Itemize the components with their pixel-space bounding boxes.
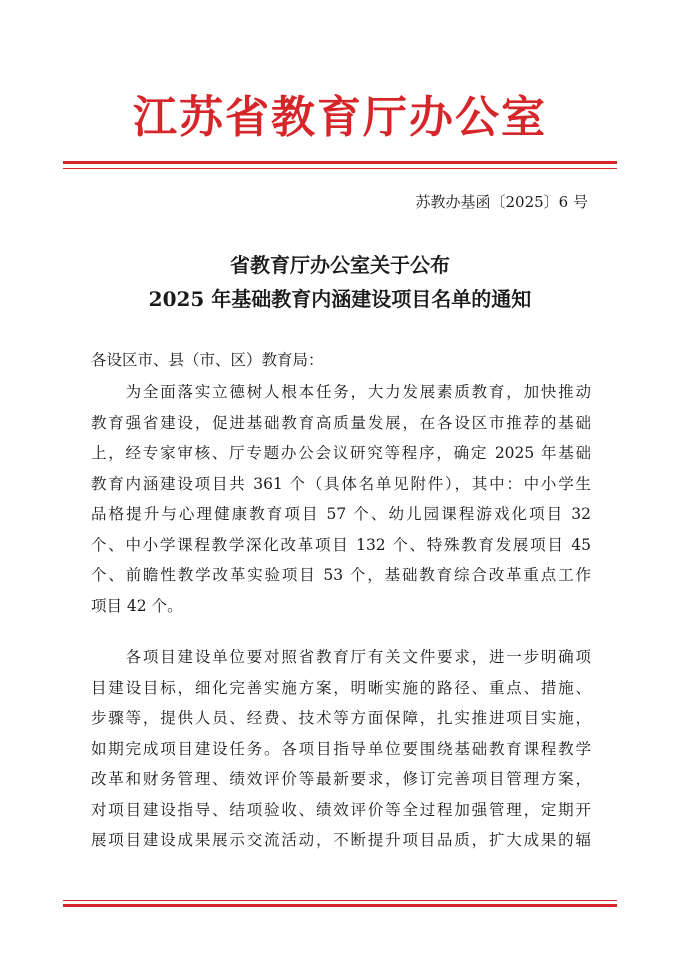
body-paragraph-2 — [91, 642, 591, 856]
paragraph-line: 展项目建设成果展示交流活动，不断提升项目品质，扩大成果的辐 — [91, 831, 591, 849]
paragraph-line: 上，经专家审核、厅专题办公会议研究等程序，确定 2025 年基础 — [91, 444, 591, 462]
footer-rule-thin — [63, 900, 617, 901]
body-paragraph-1 — [91, 377, 591, 621]
document-number: 苏教办基函〔2025〕6 号 — [415, 193, 588, 211]
paragraph-line: 品格提升与心理健康教育项目 57 个、幼儿园课程游戏化项目 32 — [91, 505, 591, 523]
paragraph-line: 各项目建设单位要对照省教育厅有关文件要求，进一步明确项 — [91, 648, 591, 666]
letterhead-rule-thick — [63, 161, 617, 164]
paragraph-line: 如期完成项目建设任务。各项目指导单位要围绕基础教育课程教学 — [91, 739, 591, 758]
paragraph-line: 个、前瞻性教学改革实验项目 53 个，基础教育综合改革重点工作 — [91, 566, 591, 584]
letterhead-rule-thin — [63, 168, 617, 169]
letterhead-title: 江苏省教育厅办公室 — [133, 92, 547, 143]
salutation: 各设区市、县（市、区）教育局： — [91, 351, 324, 369]
paragraph-line: 对项目建设指导、结项验收、绩效评价等全过程加强管理，定期开 — [91, 800, 591, 819]
title-line-2: 2025 年基础教育内涵建设项目名单的通知 — [148, 287, 532, 311]
paragraph-line: 目建设目标，细化完善实施方案，明晰实施的路径、重点、措施、 — [91, 678, 591, 697]
paragraph-line: 教育强省建设，促进基础教育高质量发展，在各设区市推荐的基础 — [91, 413, 591, 432]
paragraph-line: 个、中小学课程教学深化改革项目 132 个、特殊教育发展项目 45 — [91, 535, 591, 554]
paragraph-line: 为全面落实立德树人根本任务，大力发展素质教育，加快推动 — [91, 383, 591, 401]
paragraph-line: 改革和财务管理、绩效评价等最新要求，修订完善项目管理方案， — [91, 770, 591, 788]
document-title — [0, 248, 680, 316]
title-line-1: 省教育厅办公室关于公布 — [230, 253, 450, 277]
paragraph-line: 项目 42 个。 — [91, 596, 183, 615]
paragraph-line: 步骤等，提供人员、经费、技术等方面保障，扎实推进项目实施， — [91, 709, 591, 727]
footer-rule-thick — [63, 904, 617, 907]
paragraph-line: 教育内涵建设项目共 361 个（具体名单见附件），其中：中小学生 — [91, 474, 591, 493]
